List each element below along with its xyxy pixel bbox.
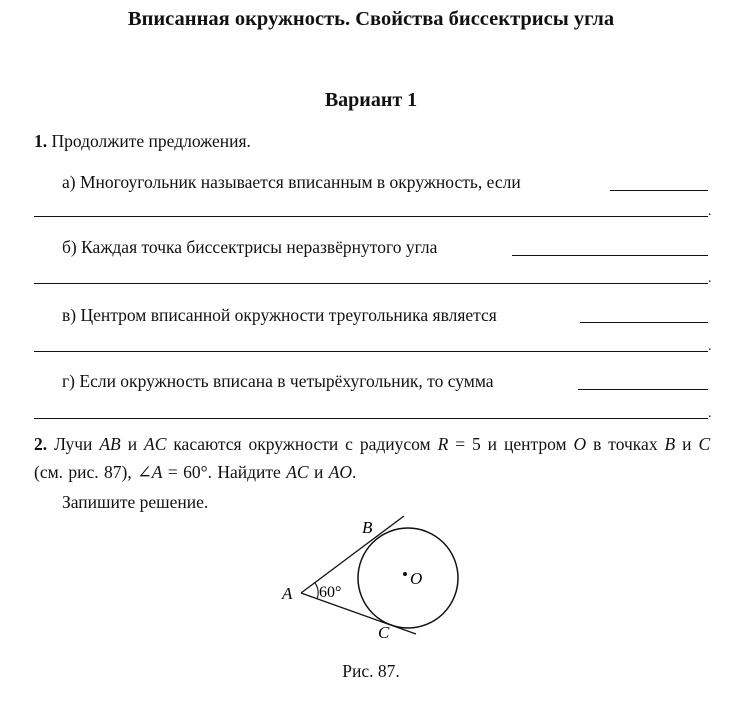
ray-ab <box>301 516 404 593</box>
task1-item-a: а) Многоугольник называется вписанным в окружность, если <box>62 172 521 192</box>
figure-caption: Рис. 87. <box>342 661 400 681</box>
task2-text: в <box>593 434 602 454</box>
angle-arc <box>315 583 318 599</box>
answer-line-b1[interactable] <box>512 255 708 256</box>
task1-number: 1. <box>34 131 48 151</box>
task2-var-ac: AC <box>286 462 309 482</box>
task2-statement <box>34 430 710 486</box>
task2-var-ac: AC <box>144 434 167 454</box>
task2-var-ab: AB <box>99 434 121 454</box>
task1-header <box>34 131 251 152</box>
label-c: C <box>378 623 390 642</box>
answer-line-c2[interactable] <box>34 351 708 352</box>
task2-text: (см. рис. 87), ∠ <box>34 462 152 482</box>
answer-line-d2[interactable] <box>34 418 708 419</box>
task2-write-solution: Запишите решение. <box>62 492 209 512</box>
task2-text: . <box>352 462 357 482</box>
label-o: O <box>410 569 423 588</box>
label-a: A <box>282 584 293 603</box>
task1-item-b: б) Каждая точка биссектрисы неразвёрнутого угла <box>62 237 438 257</box>
center-point <box>403 572 407 576</box>
task2-text: и <box>313 462 324 482</box>
task2-number: 2. <box>34 434 48 454</box>
line-end-dot-d: . <box>708 406 712 421</box>
answer-line-d1[interactable] <box>578 389 708 390</box>
figure-87 <box>270 510 470 650</box>
task2-var-ao: AO <box>328 462 353 482</box>
task2-text: точках <box>608 434 658 454</box>
line-end-dot-c: . <box>708 339 712 354</box>
task2-var-b: B <box>664 434 676 454</box>
task2-text: = 60°. Найдите <box>167 462 281 482</box>
label-b: B <box>362 518 373 537</box>
task2-var-r: R <box>437 434 449 454</box>
answer-line-b2[interactable] <box>34 283 708 284</box>
task2-var-a: A <box>151 462 163 482</box>
angle-label: 60° <box>319 584 342 601</box>
inscribed-circle <box>358 528 458 628</box>
task1-item-d: г) Если окружность вписана в четырёхугольник, то сумма <box>62 371 494 391</box>
task2-text: касаются окружности с радиусом <box>173 434 431 454</box>
page-title: Вписанная окружность. Свойства биссектрисы угла <box>127 8 615 30</box>
task2-var-c: C <box>698 434 711 454</box>
task2-text: = 5 и центром <box>455 434 567 454</box>
task1-instruction: Продолжите предложения. <box>51 131 251 151</box>
task1-item-c: в) Центром вписанной окружности треугольника является <box>62 305 497 325</box>
answer-line-c1[interactable] <box>580 322 708 323</box>
task2-var-o: O <box>573 434 587 454</box>
variant-heading: Вариант 1 <box>324 89 418 111</box>
line-end-dot-b: . <box>708 271 712 286</box>
task2-text: и <box>127 434 138 454</box>
task2-text: Лучи <box>54 434 93 454</box>
answer-line-a2[interactable] <box>34 216 708 217</box>
line-end-dot-a: . <box>708 204 712 219</box>
task2-text: и <box>682 434 692 454</box>
answer-line-a1[interactable] <box>610 190 708 191</box>
